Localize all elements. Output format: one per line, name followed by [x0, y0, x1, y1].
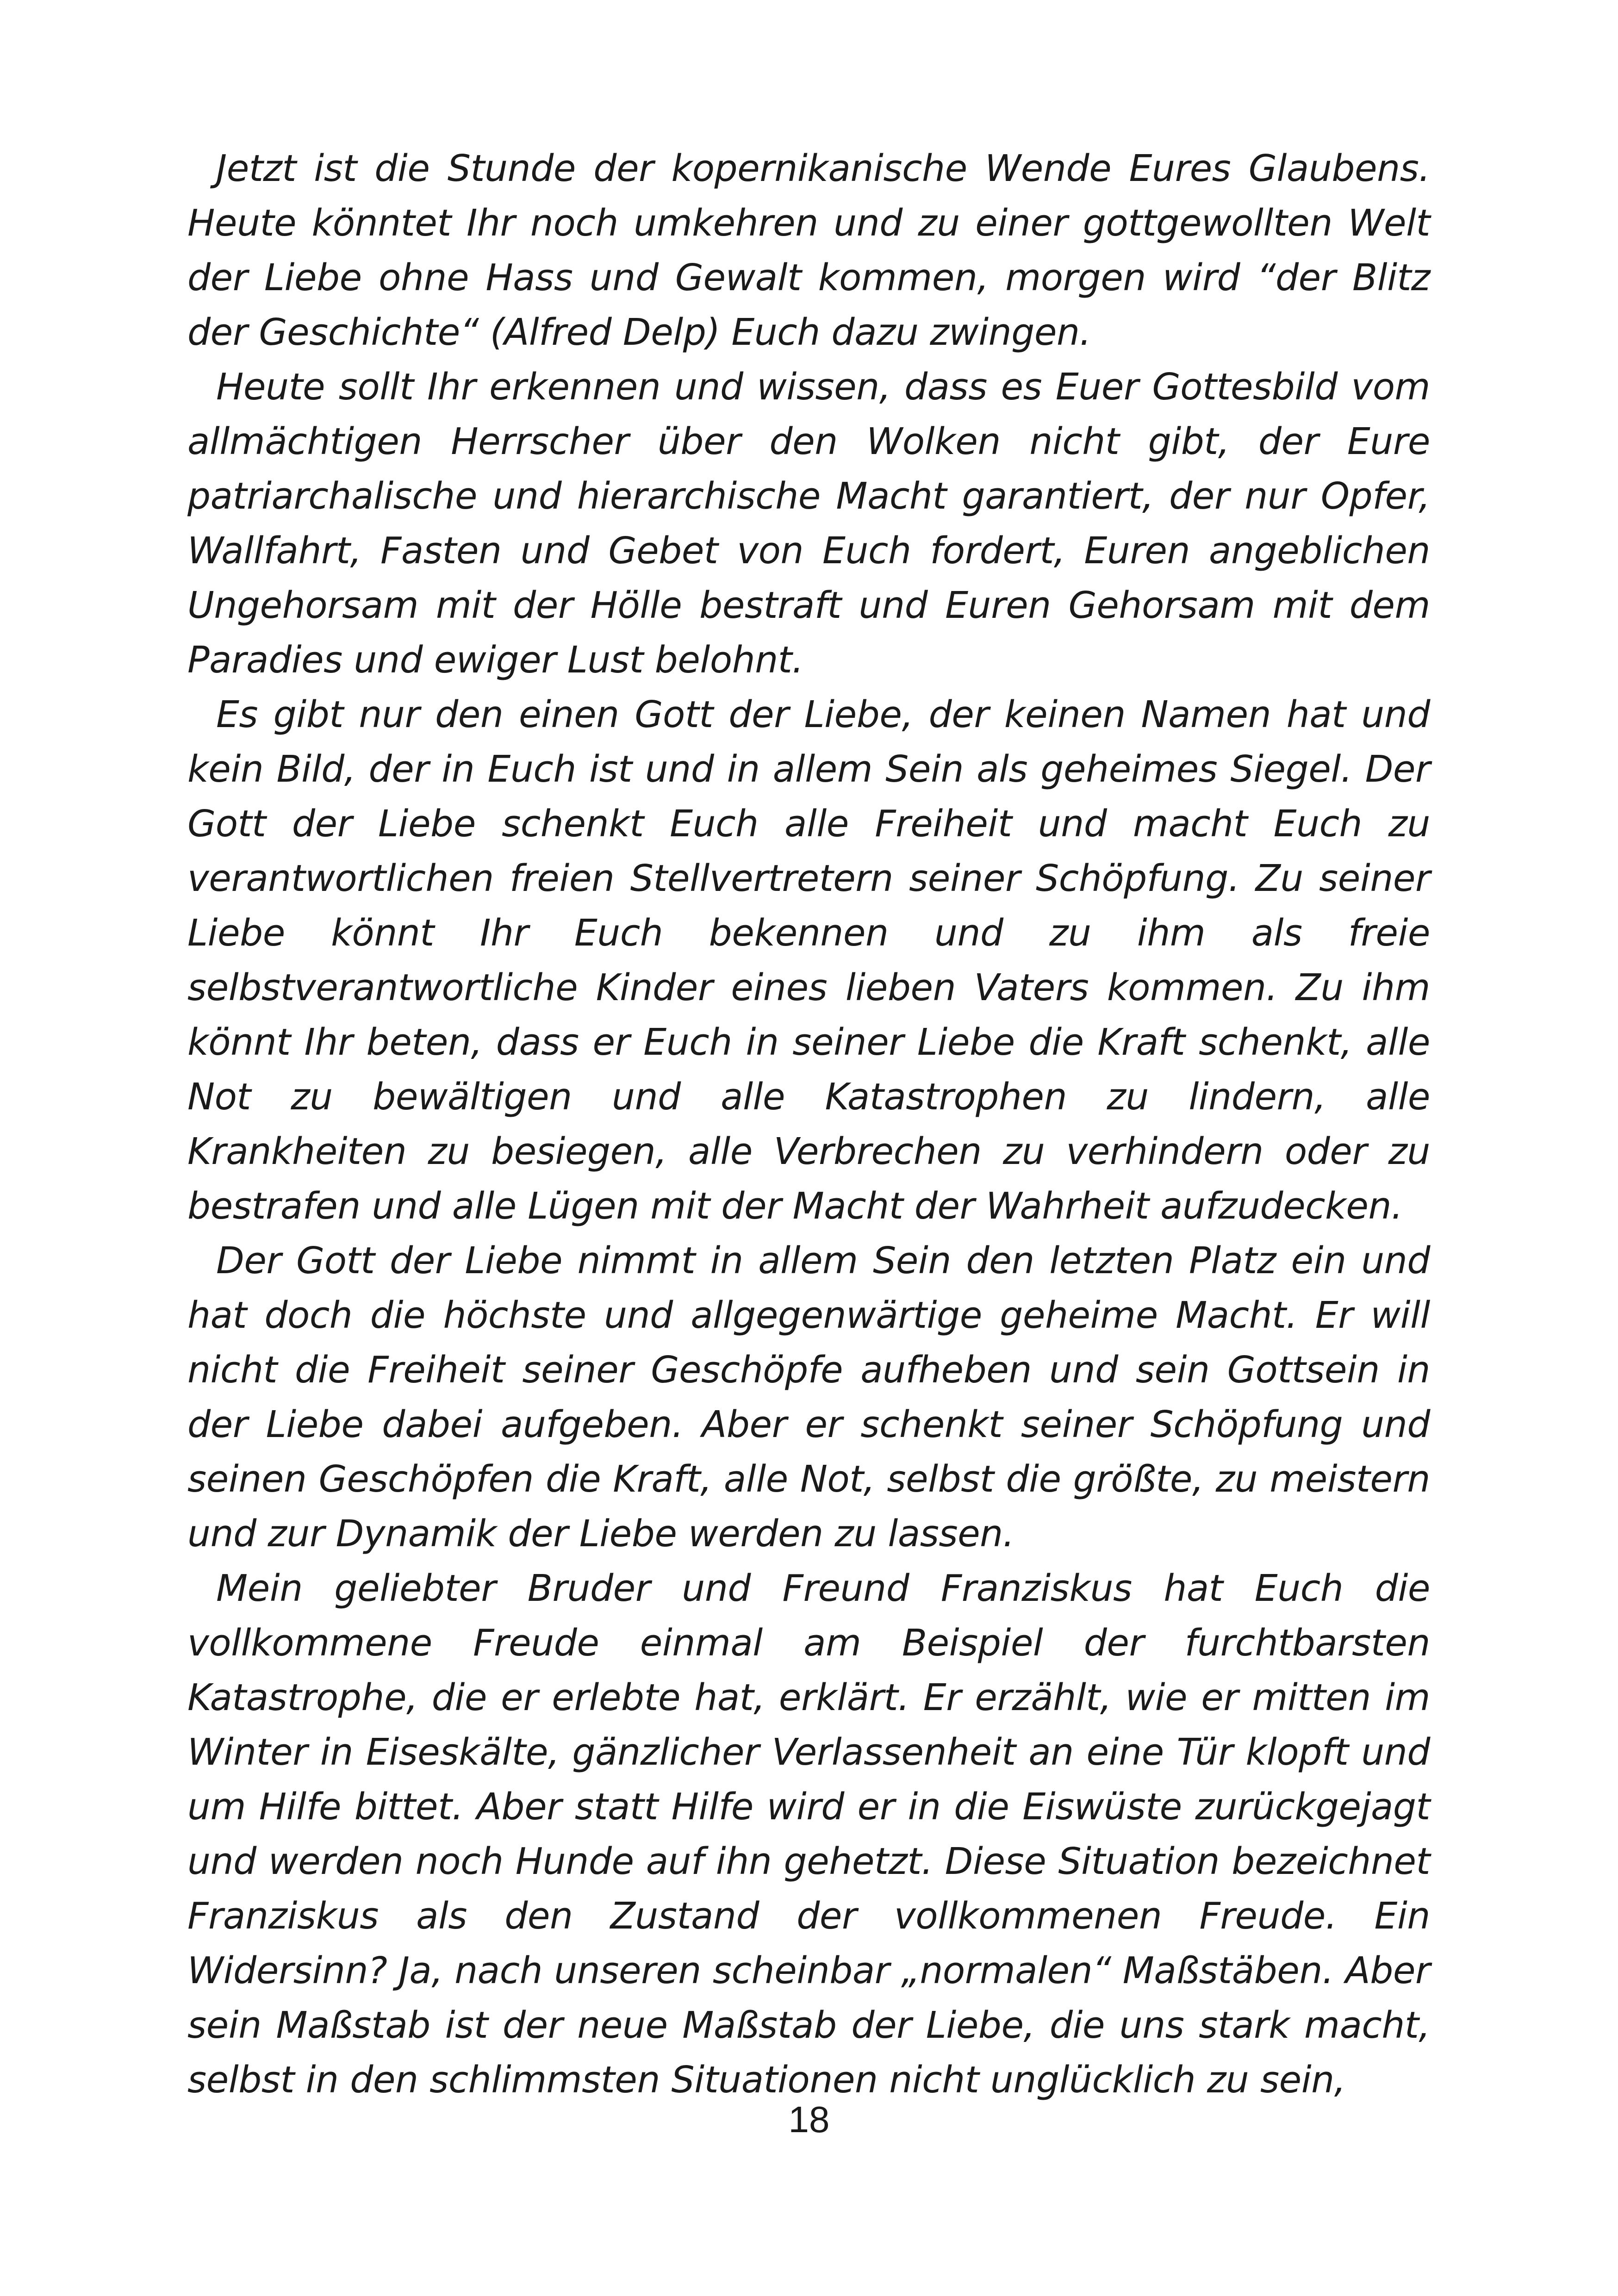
body-text: [187, 141, 1430, 2107]
paragraph-5: Mein geliebter Bruder und Freund Franziskus hat Euch die vollkommene Freude einmal am Beispiel der furchtbarsten Katastrophe, die er erlebte hat, erklärt. Er erzählt, wie er mitten im Winter in Eiseskälte, gänzlicher Verlassenheit an eine Tür klopft und um Hilfe bittet. Aber statt Hilfe wird er in die Eiswüste zurückgejagt und werden noch Hunde auf ihn gehetzt. Diese Situation bezeichnet Franziskus als den Zustand der vollkommenen Freude. Ein Widersinn? Ja, nach unseren scheinbar „normalen“ Maßstäben. Aber sein Maßstab ist der neue Maßstab der Liebe, die uns stark macht, selbst in den schlimmsten Situationen nicht unglücklich zu sein,: [187, 1567, 1430, 2101]
page-number: 18: [788, 2099, 830, 2140]
paragraph-4: Der Gott der Liebe nimmt in allem Sein den letzten Platz ein und hat doch die höchste und allgegenwärtige geheime Macht. Er will nicht die Freiheit seiner Geschöpfe aufheben und sein Gottsein in der Liebe dabei aufgeben. Aber er schenkt seiner Schöpfung und seinen Geschöpfen die Kraft, alle Not, selbst die größte, zu meistern und zur Dynamik der Liebe werden zu lassen.: [187, 1239, 1430, 1555]
paragraph-3: Es gibt nur den einen Gott der Liebe, der keinen Namen hat und kein Bild, der in Euch ist und in allem Sein als geheimes Siegel. Der Gott der Liebe schenkt Euch alle Freiheit und macht Euch zu verantwortlichen freien Stellvertretern seiner Schöpfung. Zu seiner Liebe könnt Ihr Euch bekennen und zu ihm als freie selbstverantwortliche Kinder eines lieben Vaters kommen. Zu ihm könnt Ihr beten, dass er Euch in seiner Liebe die Kraft schenkt, alle Not zu bewältigen und alle Katastrophen zu lindern, alle Krankheiten zu besiegen, alle Verbrechen zu verhindern oder zu bestrafen und alle Lügen mit der Macht der Wahrheit aufzudecken.: [187, 693, 1430, 1227]
paragraph-1: Jetzt ist die Stunde der kopernikanische Wende Eures Glaubens. Heute könntet Ihr noch umkehren und zu einer gottgewollten Welt der Liebe ohne Hass und Gewalt kommen, morgen wird “der Blitz der Geschichte“ (Alfred Delp) Euch dazu zwingen.: [187, 147, 1430, 354]
paragraph-2: Heute sollt Ihr erkennen und wissen, dass es Euer Gottesbild vom allmächtigen Herrscher über den Wolken nicht gibt, der Eure patriarchalische und hierarchische Macht garantiert, der nur Opfer, Wallfahrt, Fasten und Gebet von Euch fordert, Euren angeblichen Ungehorsam mit der Hölle bestraft und Euren Gehorsam mit dem Paradies und ewiger Lust belohnt.: [187, 366, 1430, 681]
